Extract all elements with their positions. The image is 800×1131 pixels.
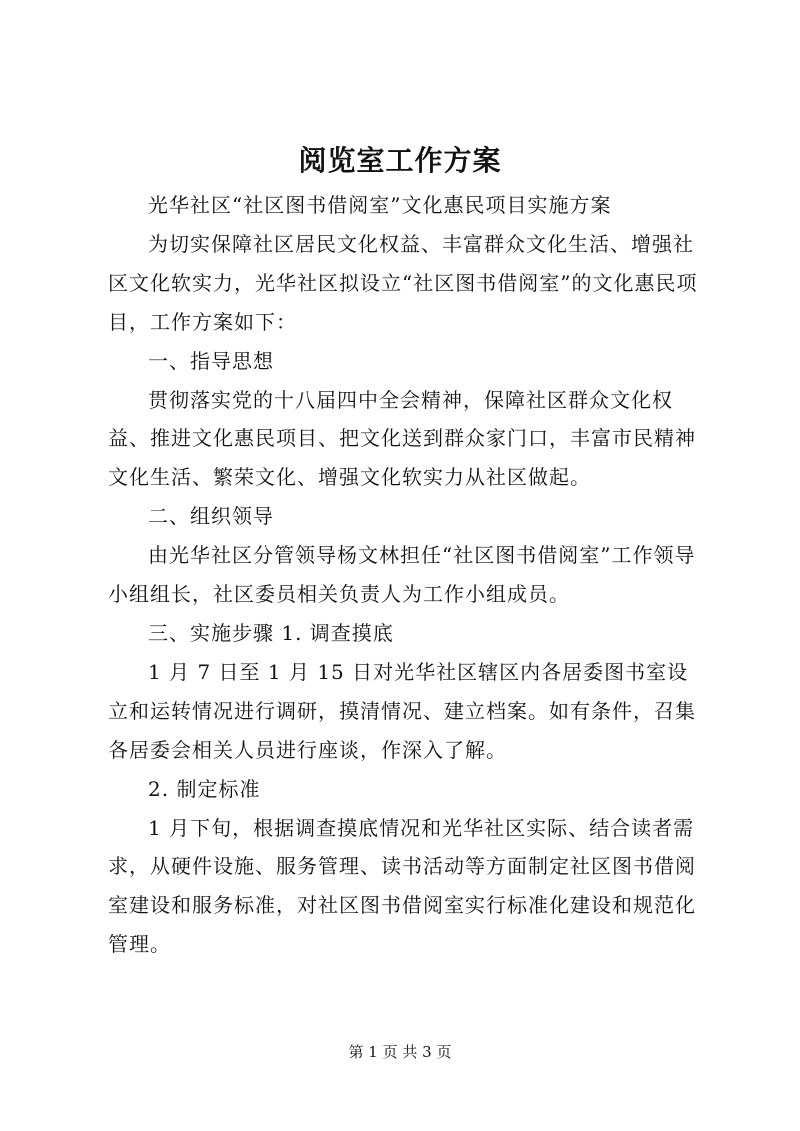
paragraph-subtitle: 光华社区“社区图书借阅室”文化惠民项目实施方案 [148, 193, 612, 217]
section-heading-steps: 三、实施步骤 1. 调查摸底 [148, 620, 394, 645]
paragraph-leadership: 由光华社区分管领导杨文林担任“社区图书借阅室”工作领导小组组长，社区委员相关负责人为工作小组成员。 [108, 543, 696, 607]
document-title: 阅览室工作方案 [298, 144, 502, 177]
paragraph-intro: 为切实保障社区居民文化权益、丰富群众文化生活、增强社区文化软实力，光华社区拟设立“社区图书借阅室”的文化惠民项目，工作方案如下： [108, 231, 698, 334]
paragraph-standards: 1 月下旬，根据调查摸底情况和光华社区实际、结合读者需求，从硬件设施、服务管理、读书活动等方面制定社区图书借阅室建设和服务标准，对社区图书借阅室实行标准化建设和规范化管理。 [108, 815, 696, 957]
page-footer: 第 1 页 共 3 页 [348, 1043, 452, 1061]
document-body [108, 186, 708, 964]
subheading-standards: 2. 制定标准 [148, 776, 261, 801]
paragraph-survey: 1 月 7 日至 1 月 15 日对光华社区辖区内各居委图书室设立和运转情况进行调研，摸清情况、建立档案。如有条件，召集各居委会相关人员进行座谈，作深入了解。 [108, 659, 696, 762]
paragraph-guiding-thought: 贯彻落实党的十八届四中全会精神，保障社区群众文化权益、推进文化惠民项目、把文化送到群众家门口，丰富市民精神文化生活、繁荣文化、增强文化软实力从社区做起。 [108, 387, 696, 490]
section-heading-guiding-thought: 一、指导思想 [148, 348, 274, 373]
section-heading-leadership: 二、组织领导 [148, 504, 274, 529]
